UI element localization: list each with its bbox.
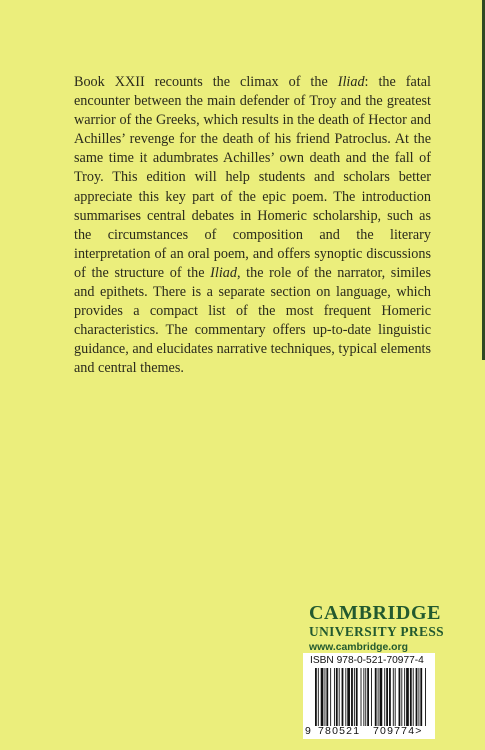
isbn-barcode [303, 653, 435, 739]
barcode-digits-right-value: 709774 [373, 725, 416, 737]
barcode-bar [389, 668, 391, 726]
barcode-end-mark: > [415, 725, 423, 737]
publisher-name: CAMBRIDGE [309, 602, 442, 624]
barcode-bar [380, 668, 383, 726]
blurb-title-iliad-1: Iliad [337, 74, 365, 90]
barcode-bar [339, 668, 340, 726]
barcode-digits-right [373, 725, 423, 737]
isbn-label: ISBN 978-0-521-70977-4 [310, 655, 424, 666]
barcode-bar [393, 668, 394, 726]
barcode-digit-first: 9 [305, 725, 311, 737]
barcode-bar [375, 668, 377, 726]
barcode-bar [363, 668, 364, 726]
barcode-bar [334, 668, 335, 726]
barcode-bar [395, 668, 396, 726]
back-cover-blurb [74, 73, 431, 379]
barcode-bar [326, 668, 328, 726]
barcode-bar [367, 668, 369, 726]
barcode-bar [342, 668, 344, 726]
barcode-bar [410, 668, 412, 726]
barcode-bars [315, 668, 427, 726]
barcode-bar [384, 668, 385, 726]
blurb-text-1: Book XXII recounts the climax of the [74, 74, 338, 90]
barcode-bar [401, 668, 402, 726]
barcode-bar [371, 668, 372, 726]
barcode-bar [351, 668, 353, 726]
barcode-bar [416, 668, 418, 726]
publisher-logo [309, 602, 445, 654]
barcode-bar [354, 668, 355, 726]
barcode-bar [413, 668, 414, 726]
blurb-text-2: : the fatal encounter between the main defender of Troy and the greatest warrior of the Greeks, which results in the death of Hector and Achilles’ revenge for the death of his friend Patroclus. At the same time it adumbrates Achilles’ own death and the fall of Troy. This edition will help students and scholars better appreciate this key part of the epic poem. The introduction summarises central debates in Homeric scholarship, such as the circumstances of composition and the literary interpretation of an oral poem, and offers synoptic discussions of the structure of the [74, 74, 431, 281]
barcode-bar [378, 668, 379, 726]
publisher-url[interactable]: www.cambridge.org [309, 642, 408, 653]
barcode-bar [315, 668, 317, 726]
publisher-press: UNIVERSITY PRESS [309, 624, 445, 639]
barcode-bar [361, 668, 362, 726]
barcode-digits-left: 780521 [318, 725, 361, 737]
blurb-title-iliad-2: Iliad [210, 264, 237, 281]
barcode-bar [404, 668, 405, 726]
barcode-bar [324, 668, 325, 726]
barcode-bar [365, 668, 366, 726]
barcode-bar [399, 668, 401, 726]
barcode-bar [318, 668, 319, 726]
barcode-bar [425, 668, 426, 726]
barcode-bar [420, 668, 422, 726]
barcode-bar [336, 668, 338, 726]
barcode-bar [386, 668, 388, 726]
barcode-bar [345, 668, 346, 726]
barcode-bar [321, 668, 324, 726]
blurb-text-3: , the role of the narrator, similes and epithets. There is a separate section on language, which provides a compact list of the most frequent Homeric characteristics. The commentary offers up-to-date linguistic guidance, and elucidates narrative techniques, typical elements and central themes. [74, 264, 432, 377]
barcode-bar [418, 668, 419, 726]
barcode-bar [356, 668, 358, 726]
barcode-bar [406, 668, 409, 726]
barcode-bar [347, 668, 350, 726]
barcode-bar [330, 668, 331, 726]
